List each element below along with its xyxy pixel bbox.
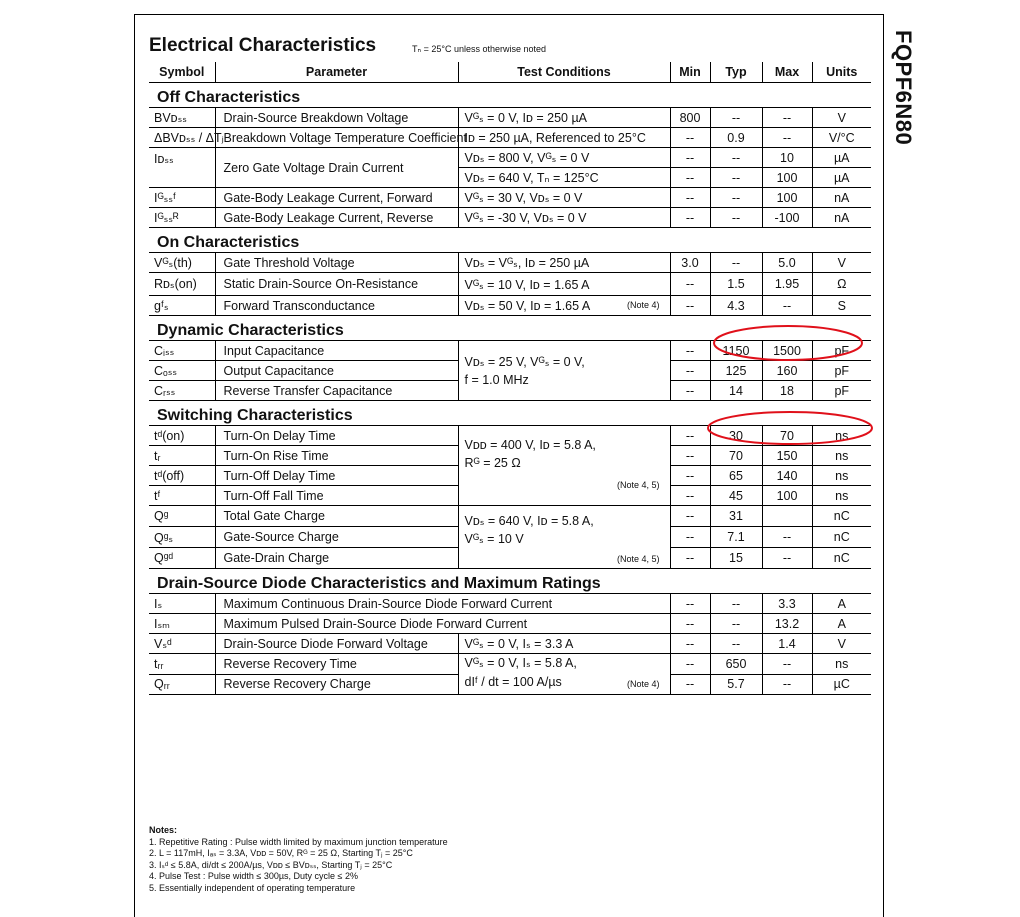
- cell-max: --: [762, 674, 812, 695]
- cell-unit: µA: [812, 168, 871, 188]
- cell-typ: --: [710, 168, 762, 188]
- table-row: [149, 594, 871, 614]
- table-row: [149, 614, 871, 634]
- cell-parameter: Gate Threshold Voltage: [215, 253, 458, 273]
- cell-typ: 31: [710, 506, 762, 527]
- cell-condition: Vᴳₛ = 10 V, Iᴅ = 1.65 A: [458, 273, 670, 296]
- cell-parameter: Total Gate Charge: [215, 506, 458, 527]
- note-4: 4. Pulse Test : Pulse width ≤ 300µs, Duty cycle ≤ 2%: [149, 871, 358, 881]
- section-diode: [149, 569, 871, 594]
- section-title: Dynamic Characteristics: [157, 322, 344, 339]
- cell-condition: Vᴳₛ = -30 V, Vᴅₛ = 0 V: [458, 208, 670, 228]
- cell-unit: Ω: [812, 273, 871, 296]
- cell-typ: 14: [710, 381, 762, 401]
- condition-text: dIᶠ / dt = 100 A/µs: [464, 675, 562, 689]
- table-row: [149, 128, 871, 148]
- cell-symbol: Iᴳₛₛᴿ: [149, 208, 215, 228]
- cell-typ: --: [710, 108, 762, 128]
- cell-unit: ns: [812, 466, 871, 486]
- cell-min: --: [670, 168, 710, 188]
- cell-min: --: [670, 527, 710, 548]
- col-header-max: Max: [762, 62, 812, 83]
- cell-symbol: Qᵍₛ: [149, 527, 215, 548]
- cell-condition: [458, 341, 670, 401]
- cell-unit: ns: [812, 486, 871, 506]
- cell-parameter: Maximum Continuous Drain-Source Diode Forward Current: [215, 594, 670, 614]
- cell-max: 5.0: [762, 253, 812, 273]
- cell-symbol: gᶠₛ: [149, 296, 215, 316]
- cell-parameter: Reverse Recovery Time: [215, 654, 458, 675]
- cell-max: --: [762, 296, 812, 316]
- section-off: [149, 83, 871, 108]
- cell-typ: 0.9: [710, 128, 762, 148]
- cell-condition: Vᴳₛ = 30 V, Vᴅₛ = 0 V: [458, 188, 670, 208]
- cell-condition: Vᴳₛ = 0 V, Iᴅ = 250 µA: [458, 108, 670, 128]
- cell-parameter: Reverse Recovery Charge: [215, 674, 458, 695]
- cell-min: --: [670, 674, 710, 695]
- cell-unit: A: [812, 614, 871, 634]
- page-title: Electrical Characteristics: [149, 35, 377, 56]
- cell-typ: --: [710, 594, 762, 614]
- condition-line: Vᴅₛ = 640 V, Iᴅ = 5.8 A,: [464, 514, 594, 528]
- cell-symbol: tᵣᵣ: [149, 654, 215, 675]
- cell-min: --: [670, 128, 710, 148]
- cell-max: --: [762, 548, 812, 569]
- cell-min: --: [670, 273, 710, 296]
- col-header-units: Units: [812, 62, 871, 83]
- cell-max: 1500: [762, 341, 812, 361]
- section-dynamic: [149, 316, 871, 341]
- note-ref: (Note 4, 5): [616, 554, 660, 564]
- cell-symbol: Qᵍᵈ: [149, 548, 215, 569]
- cell-typ: --: [710, 634, 762, 654]
- table-row: [149, 426, 871, 446]
- cell-parameter: Output Capacitance: [215, 361, 458, 381]
- notes-block: [149, 825, 448, 894]
- col-header-test-conditions: Test Conditions: [458, 62, 670, 83]
- cell-min: --: [670, 341, 710, 361]
- cell-min: --: [670, 296, 710, 316]
- electrical-characteristics-table: [149, 62, 871, 695]
- col-header-typ: Typ: [710, 62, 762, 83]
- cell-max: 70: [762, 426, 812, 446]
- cell-unit: V: [812, 634, 871, 654]
- cell-typ: 15: [710, 548, 762, 569]
- cell-max: 100: [762, 188, 812, 208]
- cell-max: -100: [762, 208, 812, 228]
- cell-unit: pF: [812, 381, 871, 401]
- cell-parameter: Maximum Pulsed Drain-Source Diode Forward Current: [215, 614, 670, 634]
- cell-max: --: [762, 527, 812, 548]
- cell-min: --: [670, 486, 710, 506]
- cell-min: --: [670, 594, 710, 614]
- cell-symbol: Qᵣᵣ: [149, 674, 215, 695]
- col-header-symbol: Symbol: [149, 62, 215, 83]
- notes-heading: Notes:: [149, 825, 178, 835]
- cell-unit: µC: [812, 674, 871, 695]
- cell-unit: ns: [812, 426, 871, 446]
- cell-parameter: Drain-Source Diode Forward Voltage: [215, 634, 458, 654]
- cell-symbol: Iᴳₛₛᶠ: [149, 188, 215, 208]
- table-row: [149, 208, 871, 228]
- section-title: Off Characteristics: [157, 89, 301, 106]
- cell-parameter: Gate-Body Leakage Current, Reverse: [215, 208, 458, 228]
- cell-parameter: Breakdown Voltage Temperature Coefficient: [215, 128, 458, 148]
- cell-symbol: Vᴳₛ(th): [149, 253, 215, 273]
- cell-condition: [458, 654, 670, 695]
- cell-min: --: [670, 634, 710, 654]
- cell-min: --: [670, 506, 710, 527]
- table-row: [149, 296, 871, 316]
- cell-min: --: [670, 614, 710, 634]
- table-row: [149, 341, 871, 361]
- cell-symbol: Vₛᵈ: [149, 634, 215, 654]
- section-title: On Characteristics: [157, 234, 300, 251]
- cell-typ: 1150: [710, 341, 762, 361]
- cell-parameter: Gate-Drain Charge: [215, 548, 458, 569]
- cell-typ: 7.1: [710, 527, 762, 548]
- cell-parameter: Turn-On Rise Time: [215, 446, 458, 466]
- cell-min: 800: [670, 108, 710, 128]
- cell-parameter: Turn-Off Fall Time: [215, 486, 458, 506]
- cell-parameter: Reverse Transfer Capacitance: [215, 381, 458, 401]
- cell-unit: V/°C: [812, 128, 871, 148]
- cell-unit: nA: [812, 208, 871, 228]
- cell-unit: µA: [812, 148, 871, 168]
- condition-line-with-note: [465, 673, 666, 692]
- condition-line: Vᴳₛ = 0 V, Iₛ = 5.8 A,: [464, 656, 577, 670]
- cell-max: 18: [762, 381, 812, 401]
- cell-min: 3.0: [670, 253, 710, 273]
- cell-max: 100: [762, 168, 812, 188]
- cell-typ: --: [710, 253, 762, 273]
- cell-condition: [458, 296, 670, 316]
- cell-unit: V: [812, 108, 871, 128]
- condition-line: f = 1.0 MHz: [464, 372, 529, 387]
- cell-min: --: [670, 361, 710, 381]
- cell-unit: pF: [812, 341, 871, 361]
- cell-unit: nA: [812, 188, 871, 208]
- cell-parameter: Input Capacitance: [215, 341, 458, 361]
- cell-min: --: [670, 208, 710, 228]
- cell-condition: Vᴳₛ = 0 V, Iₛ = 3.3 A: [458, 634, 670, 654]
- cell-min: --: [670, 446, 710, 466]
- cell-symbol: tᵈ(off): [149, 466, 215, 486]
- condition-line: Vᴳₛ = 10 V: [464, 532, 524, 546]
- cell-max: 100: [762, 486, 812, 506]
- table-header-row: [149, 62, 871, 83]
- cell-max: --: [762, 654, 812, 675]
- cell-max: 1.4: [762, 634, 812, 654]
- cell-typ: 125: [710, 361, 762, 381]
- cell-typ: 650: [710, 654, 762, 675]
- note-ref: (Note 4): [626, 300, 660, 310]
- cell-parameter: Turn-Off Delay Time: [215, 466, 458, 486]
- cell-unit: V: [812, 253, 871, 273]
- cell-min: --: [670, 148, 710, 168]
- condition-text: Vᴅₛ = 50 V, Iᴅ = 1.65 A: [464, 299, 591, 313]
- cell-parameter: Static Drain-Source On-Resistance: [215, 273, 458, 296]
- cell-typ: --: [710, 614, 762, 634]
- table-row: [149, 188, 871, 208]
- cell-parameter: Forward Transconductance: [215, 296, 458, 316]
- note-5: 5. Essentially independent of operating temperature: [149, 882, 356, 893]
- cell-condition: Vᴅₛ = 640 V, Tₙ = 125°C: [458, 168, 670, 188]
- cell-symbol: Iₛ: [149, 594, 215, 614]
- cell-max: 160: [762, 361, 812, 381]
- cell-symbol: Cₒₛₛ: [149, 361, 215, 381]
- cell-parameter: Gate-Source Charge: [215, 527, 458, 548]
- cell-typ: --: [710, 208, 762, 228]
- cell-typ: 5.7: [710, 674, 762, 695]
- cell-parameter: Drain-Source Breakdown Voltage: [215, 108, 458, 128]
- note-ref: (Note 4, 5): [616, 480, 660, 490]
- section-switching: [149, 401, 871, 426]
- cell-max: 3.3: [762, 594, 812, 614]
- cell-symbol: Iᴅₛₛ: [149, 148, 215, 188]
- cell-max: [762, 506, 812, 527]
- cell-unit: S: [812, 296, 871, 316]
- cell-max: 150: [762, 446, 812, 466]
- table-row: [149, 273, 871, 296]
- cell-symbol: Rᴅₛ(on): [149, 273, 215, 296]
- cell-symbol: Cᵢₛₛ: [149, 341, 215, 361]
- cell-condition: Vᴅₛ = Vᴳₛ, Iᴅ = 250 µA: [458, 253, 670, 273]
- cell-max: --: [762, 108, 812, 128]
- col-header-parameter: Parameter: [215, 62, 458, 83]
- cell-parameter: Turn-On Delay Time: [215, 426, 458, 446]
- cell-parameter: Zero Gate Voltage Drain Current: [215, 148, 458, 188]
- cell-max: 13.2: [762, 614, 812, 634]
- cell-min: --: [670, 381, 710, 401]
- col-header-min: Min: [670, 62, 710, 83]
- cell-condition: [458, 426, 670, 506]
- cell-symbol: BVᴅₛₛ: [149, 108, 215, 128]
- table-row: [149, 148, 871, 168]
- cell-condition: Iᴅ = 250 µA, Referenced to 25°C: [458, 128, 670, 148]
- cell-typ: 4.3: [710, 296, 762, 316]
- cell-max: 1.95: [762, 273, 812, 296]
- section-on: [149, 228, 871, 253]
- cell-symbol: Iₛₘ: [149, 614, 215, 634]
- page-subtitle: Tₙ = 25°C unless otherwise noted: [412, 44, 547, 54]
- cell-typ: 65: [710, 466, 762, 486]
- cell-max: 10: [762, 148, 812, 168]
- cell-typ: 70: [710, 446, 762, 466]
- cell-symbol: tᶠ: [149, 486, 215, 506]
- cell-symbol: Cᵣₛₛ: [149, 381, 215, 401]
- cell-max: 140: [762, 466, 812, 486]
- table-row: [149, 506, 871, 527]
- cell-typ: 1.5: [710, 273, 762, 296]
- cell-condition: Vᴅₛ = 800 V, Vᴳₛ = 0 V: [458, 148, 670, 168]
- section-title: Switching Characteristics: [157, 407, 353, 424]
- cell-unit: A: [812, 594, 871, 614]
- table-row: [149, 654, 871, 675]
- note-3: 3. Iₛᵈ ≤ 5.8A, di/dt ≤ 200A/µs, Vᴅᴅ ≤ BVᴅₛₛ, Starting Tⱼ = 25°C: [149, 859, 393, 870]
- cell-max: --: [762, 128, 812, 148]
- condition-line: Vᴅᴅ = 400 V, Iᴅ = 5.8 A,: [464, 438, 596, 452]
- cell-parameter: Gate-Body Leakage Current, Forward: [215, 188, 458, 208]
- cell-symbol: tᵣ: [149, 446, 215, 466]
- cell-symbol: tᵈ(on): [149, 426, 215, 446]
- cell-min: --: [670, 426, 710, 446]
- cell-symbol: ΔBVᴅₛₛ / ΔTⱼ: [149, 128, 215, 148]
- table-row: [149, 108, 871, 128]
- note-2: 2. L = 117mH, Iₐₛ = 3.3A, Vᴅᴅ = 50V, Rᴳ = 25 Ω, Starting Tⱼ = 25°C: [149, 848, 413, 858]
- table-row: [149, 253, 871, 273]
- cell-unit: nC: [812, 548, 871, 569]
- cell-unit: ns: [812, 446, 871, 466]
- cell-condition: [458, 506, 670, 569]
- note-ref: (Note 4): [626, 679, 660, 689]
- cell-symbol: Qᵍ: [149, 506, 215, 527]
- table-row: [149, 634, 871, 654]
- cell-unit: ns: [812, 654, 871, 675]
- cell-min: --: [670, 548, 710, 569]
- cell-unit: pF: [812, 361, 871, 381]
- cell-typ: 45: [710, 486, 762, 506]
- cell-unit: nC: [812, 527, 871, 548]
- cell-typ: --: [710, 188, 762, 208]
- note-1: 1. Repetitive Rating : Pulse width limited by maximum junction temperature: [149, 836, 448, 847]
- section-title: Drain-Source Diode Characteristics and Maximum Ratings: [157, 575, 601, 592]
- cell-min: --: [670, 188, 710, 208]
- cell-typ: --: [710, 148, 762, 168]
- cell-min: --: [670, 654, 710, 675]
- cell-typ: 30: [710, 426, 762, 446]
- condition-line: Vᴅₛ = 25 V, Vᴳₛ = 0 V,: [464, 354, 585, 369]
- condition-line: Rᴳ = 25 Ω: [464, 456, 521, 470]
- part-number: FQPF6N80: [891, 30, 916, 146]
- cell-min: --: [670, 466, 710, 486]
- cell-unit: nC: [812, 506, 871, 527]
